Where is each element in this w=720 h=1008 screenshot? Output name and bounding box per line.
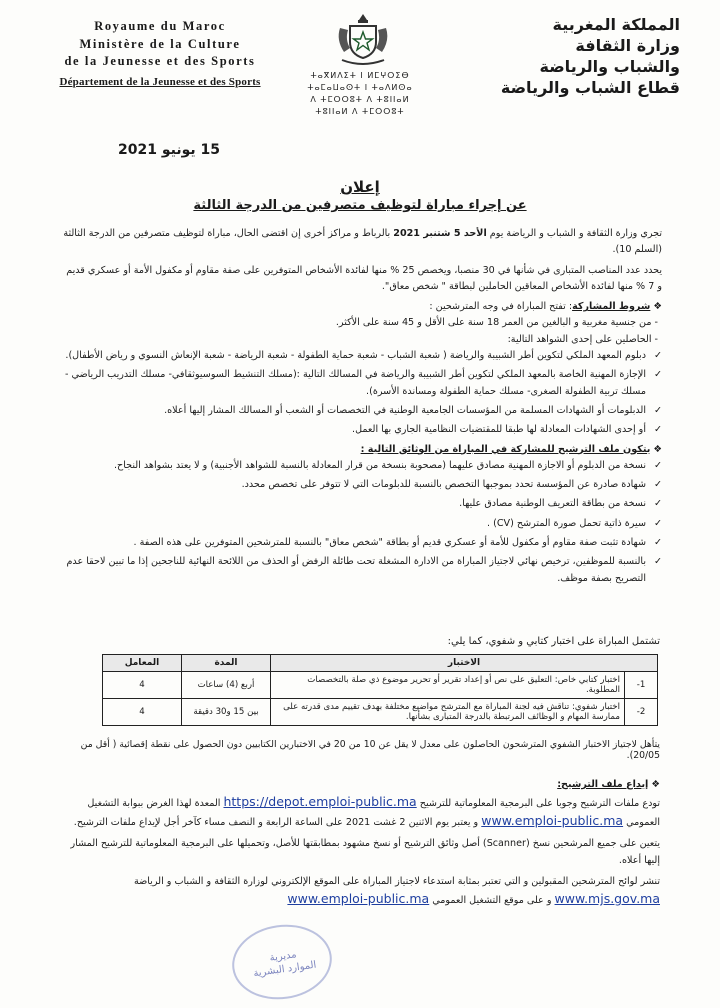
royal-emblem-icon: [332, 10, 394, 66]
diamond-bullet-icon: ❖: [650, 301, 662, 313]
header-french: [40, 18, 280, 91]
list-item: ✓ دبلوم المعهد الملكي لتكوين أطر الشبيبة والرياضة ( شعبة الشباب - شعبة حماية الطفولة - شعبة الرياضة - شعبة الإنعاش النسوي و رياض الأطفال).: [60, 348, 662, 364]
check-icon: ✓: [653, 424, 662, 436]
announcement-body: [60, 226, 662, 590]
depot-link[interactable]: https://depot.emploi-public.ma: [223, 794, 417, 809]
mjs-link[interactable]: www.mjs.gov.ma: [554, 891, 660, 906]
check-icon: ✓: [653, 517, 662, 529]
table-row: 1- اختبار كتابي خاص: التعليق على نص أو إعداد تقرير أو تحرير موضوع ذي صلة بالتخصصات المطلوبة. أربع (4) ساعات 4: [103, 672, 658, 699]
list-item: ✓ نسخة من الدبلوم أو الاجازة المهنية مصادق عليهما (مصحوبة بنسخة من قرار المعادلة بالنسبة للشواهد الأجنبية) و لا يعتد بشواهد النجاح.: [60, 458, 662, 474]
page-subtitle: عن إجراء مباراة لتوظيف متصرفين من الدرجة الثالثة: [193, 198, 527, 213]
list-item: ✓ الدبلومات أو الشهادات المسلمة من المؤسسات الجامعية الوطنية في التخصصات أو الشعب أو المسالك المشار إليها أعلاه.: [60, 403, 662, 419]
pass-condition: يتأهل لاجتياز الاختبار الشفوي المترشحون الحاصلون على معدل لا يقل عن 10 من 20 في الاختبارين الكتابيين دون الحصول على نقطة إقصائية ( أقل من 20/05).: [80, 739, 660, 761]
check-icon: ✓: [653, 479, 662, 491]
table-row: 2- اختبار شفوي: تناقش فيه لجنة المباراة مع المترشح مواضيع مختلفة بهدف تقييم مدى قدرته على ممارسة المهام و الوظائف المرتبطة بالدرجة المتبارى بشأنها. بين 15 و30 دقيقة 4: [103, 699, 658, 726]
check-icon: ✓: [653, 404, 662, 416]
department-label: Département de la Jeunesse et des Sports: [59, 75, 261, 88]
announcement-date: 15 يونيو 2021: [118, 142, 220, 158]
check-icon: ✓: [653, 556, 662, 568]
list-item: ✓ أو إحدى الشهادات المعادلة لها طبقا للمقتضيات النظامية الجاري بها العمل.: [60, 422, 662, 438]
check-icon: ✓: [653, 350, 662, 362]
diamond-bullet-icon: ❖: [650, 443, 662, 455]
intro-paragraph: تجري وزارة الثقافة و الشباب و الرياضة يوم الأحد 5 شتنبر 2021 بالرباط و مراكز أخرى إن اقتضى الحال، مباراة لتوظيف متصرفين من الدرجة الثالثة (السلم 10).: [63, 228, 662, 256]
check-icon: ✓: [653, 498, 662, 510]
page-title: إعلان: [340, 178, 380, 196]
table-header-test: الاختبار: [271, 655, 658, 672]
list-item: ✓ شهادة تثبت صفة مقاوم أو مكفول للأمة أو عسكري قديم أو بطاقة "شخص معاق" بالنسبة للمترشحين المتوفرين على هذه الصفة .: [60, 535, 662, 551]
diamond-bullet-icon: ❖: [648, 779, 660, 790]
file-section: ❖ يتكون ملف الترشيح للمشاركة في المباراة من الوثائق التالية : ✓ نسخة من الدبلوم أو الاجازة المهنية مصادق عليهما (مصحوبة بنسخة من قرار المعادلة بالنسبة للشواهد الأجنبية) و لا يعتد بشواهد النجاح. ✓ شهادة صادرة عن المؤسسة تحدد بموجبها التخصص بالنسبة للدبلومات التي لا تتوفر على تخصص محدد. ✓ نسخة من بطاقة التعريف الوطنية مصادق عليها. ✓ سيرة ذاتية تحمل صورة المترشح (CV) . ✓ شهادة تثبت صفة مقاوم أو مكفول للأمة أو عسكري قديم أو بطاقة "شخص معاق" بالنسبة للمترشحين المتوفرين على هذه الصفة . ✓ بالنسبة للموظفين، ترخيص نهائي لاجتياز المباراة من الادارة المشغلة تحت طائلة الرفض أو الحذف من اللائحة النهائية للناجحين إذا ما تبين لاحقا عدم التصريح بصفة موظف.: [60, 442, 662, 587]
check-icon: ✓: [653, 459, 662, 471]
check-icon: ✓: [653, 537, 662, 549]
emploi-public-link[interactable]: www.emploi-public.ma: [481, 813, 624, 828]
list-item: ✓ الإجازة المهنية الخاصة بالمعهد الملكي لتكوين أطر الشبيبة والرياضة في المسالك التالية :(مسلك التنشيط السوسيوثقافي- مسلك التدريب الرياضي - مسلك تربية الطفولة الصغرى- مسلك حماية الطفولة ومساندة الأسرة).: [64, 369, 662, 397]
table-header-coef: المعامل: [103, 655, 182, 672]
header-arabic: المملكة المغربية وزارة الثقافة والشباب والرياضة قطاع الشباب والرياضة: [500, 15, 680, 97]
ministry-label-2: de la Jeunesse et des Sports: [64, 54, 256, 68]
list-item: ✓ سيرة ذاتية تحمل صورة المترشح (CV) .: [60, 516, 662, 532]
ministry-label: Ministère de la Culture: [79, 36, 241, 51]
conditions-section: ❖ شروط المشاركة: تفتح المباراة في وجه المترشحين : - من جنسية مغربية و البالغين من العمر 18 سنة على الأقل و 45 سنة على الأكثر. - الحاصلين على إحدى الشواهد التالية: ✓ دبلوم المعهد الملكي لتكوين أطر الشبيبة والرياضة ( شعبة الشباب - شعبة حماية الطفولة - شعبة الرياضة - شعبة الإنعاش النسوي و رياض الأطفال). ✓ الإجازة المهنية الخاصة بالمعهد الملكي لتكوين أطر الشبيبة والرياضة في المسالك التالية :(مسلك التنشيط السوسيوثقافي- مسلك التدريب الرياضي - مسلك تربية الطفولة الصغرى- مسلك حماية الطفولة ومساندة الأسرة). ✓ الدبلومات أو الشهادات المسلمة من المؤسسات الجامعية الوطنية في التخصصات أو الشعب أو المسالك المشار إليها أعلاه. ✓ أو إحدى الشهادات المعادلة لها طبقا للمقتضيات النظامية الجاري بها العمل.: [60, 299, 662, 438]
stamp-text: مديرية الموارد البشرية: [252, 949, 318, 980]
list-item: ✓ بالنسبة للموظفين، ترخيص نهائي لاجتياز المباراة من الادارة المشغلة تحت طائلة الرفض أو الحذف من اللائحة النهائية للناجحين إذا ما تبين لاحقا عدم التصريح بصفة موظف.: [66, 556, 662, 584]
header-tifinagh: ⵜⴰⴳⵍⴷⵉⵜ ⵏ ⵍⵎⵖⵔⵉⴱ ⵜⴰⵎⴰⵡⴰⵙⵜ ⵏ ⵜⴰⴷⵍⵙⴰ ⴷ ⵜⵎⵔⵔⵓⵜ ⴷ ⵜⵓⵏⵏⴰⵍ ⵜⵓⵏⵏⴰⵍ ⴷ ⵜⵎⵔⵔⵓⵜ: [307, 71, 413, 116]
list-item: ✓ نسخة من بطاقة التعريف الوطنية مصادق عليها.: [60, 496, 662, 512]
kingdom-label: Royaume du Maroc: [94, 19, 226, 33]
list-item: ✓ شهادة صادرة عن المؤسسة تحدد بموجبها التخصص بالنسبة للدبلومات التي لا تتوفر على تخصص محدد.: [60, 477, 662, 493]
posts-paragraph: يحدد عدد المناصب المتبارى في شأنها في 30 منصبا، ويخصص 25 % منها لفائدة الأشخاص المتوفرين على صفة مقاوم أو مكفول الأمة أو عسكري قديم و 7 % منها لفائدة الأشخاص المعاقين الحاملين لبطاقة " شخص معاق".: [66, 264, 662, 292]
deposit-section: ❖ إيداع ملف الترشيح: تودع ملفات الترشيح وجوبا على البرمجية المعلوماتية للترشيح https://depot.emploi-public.ma المعدة لهذا الغرض ببوابة التشغيل العمومي www.emploi-public.ma و يعتبر يوم الاثنين 2 غشت 2021 على الساعة الرابعة و النصف مساء كآخر أجل لإيداع ملفات الترشيح. يتعين على جميع المرشحين نسخ (Scanner) أصل وثائق الترشيح أو نسخ مشهود بمطابقتها للأصل، وتحميلها على البرمجية المعلوماتية للترشيح المشار إليها أعلاه. تنشر لوائح المترشحين المقبولين و التي تعتبر بمثابة استدعاء لاجتياز المباراة على الموقع الإلكتروني لوزارة الثقافة و الشباب و الرياضة www.mjs.gov.ma و على موقع التشغيل العمومي www.emploi-public.ma: [70, 779, 660, 906]
exam-table: [102, 654, 658, 726]
emploi-public-link-2[interactable]: www.emploi-public.ma: [287, 891, 430, 906]
check-icon: ✓: [653, 369, 662, 381]
table-header-duration: المدة: [182, 655, 271, 672]
exam-intro: تشتمل المباراة على اختبار كتابي و شفوي، كما يلي:: [447, 636, 660, 647]
